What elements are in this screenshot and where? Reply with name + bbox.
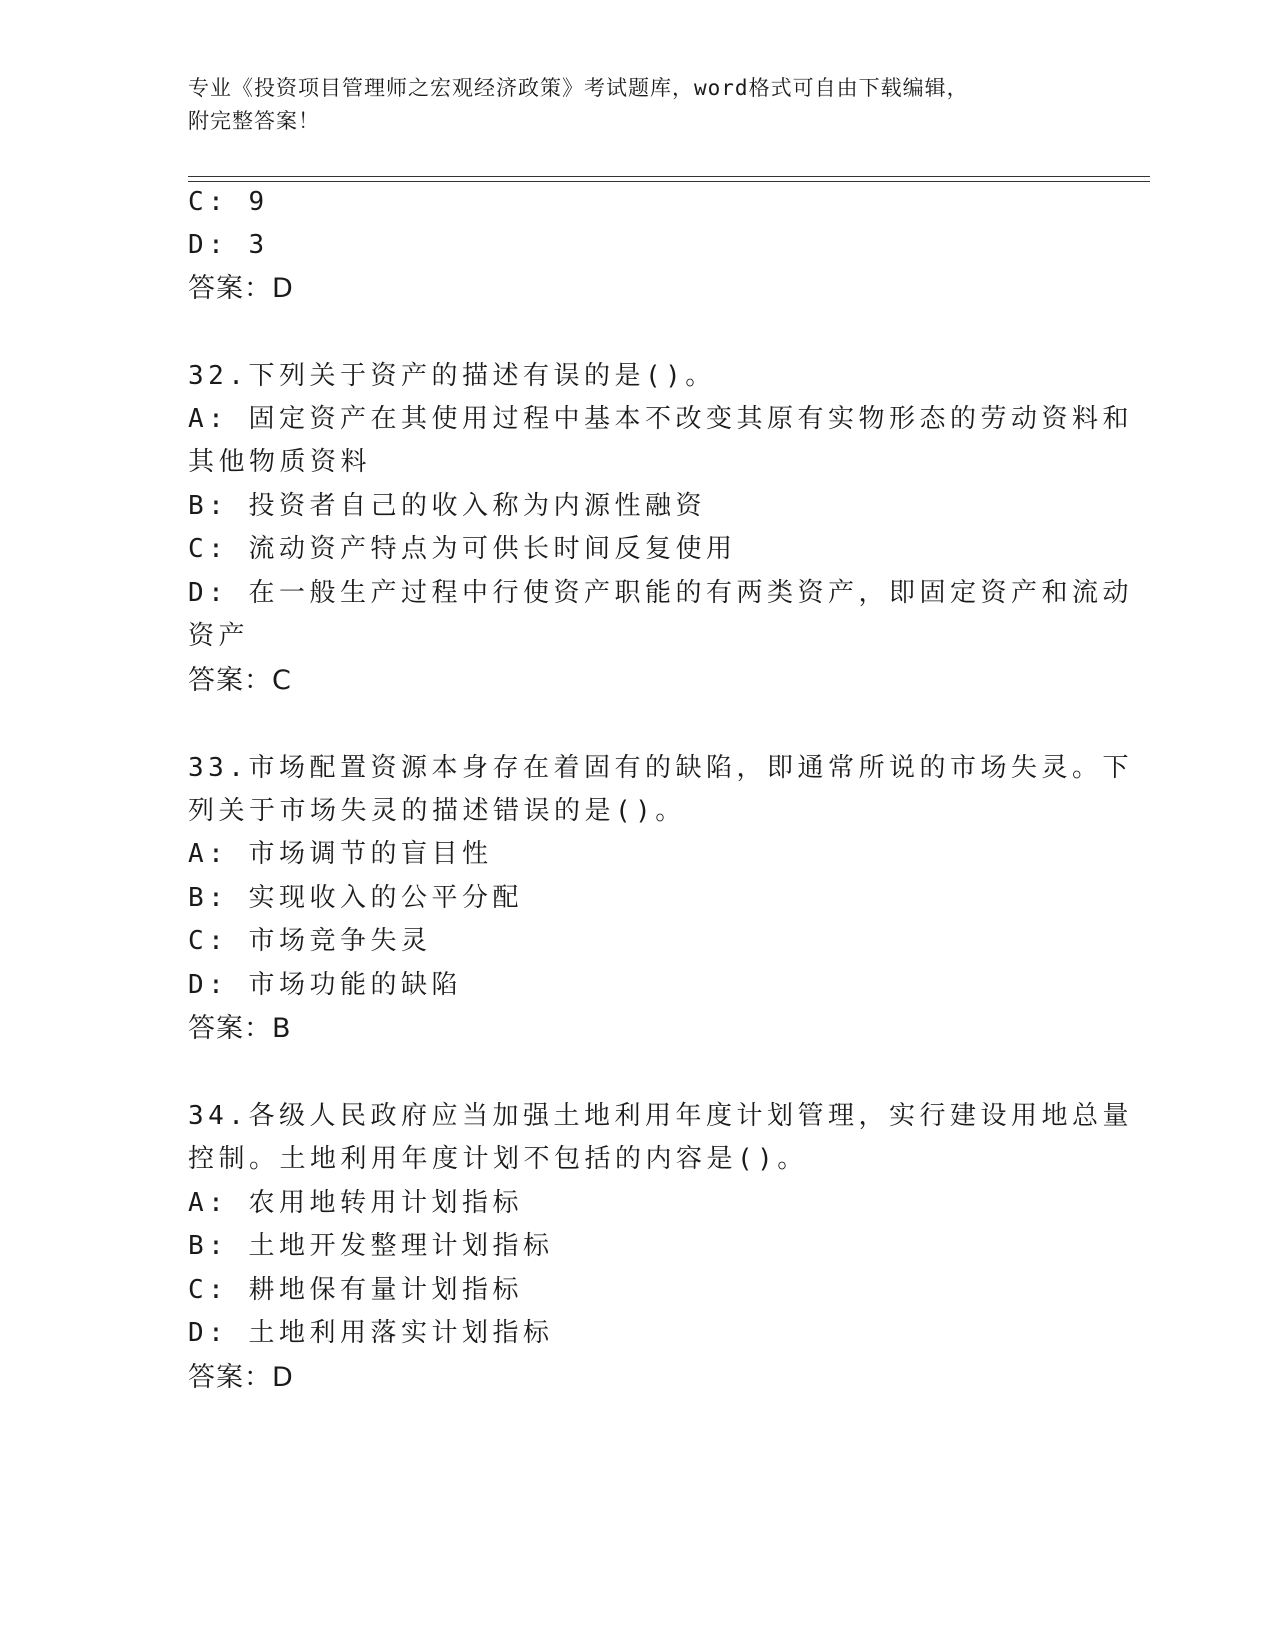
answer: 答案：D bbox=[188, 1362, 294, 1393]
question-stem: 32.下列关于资产的描述有误的是()。 bbox=[188, 361, 716, 391]
option-a: A: 市场调节的盲目性 bbox=[188, 839, 493, 869]
question-stem-continued: 列关于市场失灵的描述错误的是()。 bbox=[188, 796, 686, 826]
option-c: C: 耕地保有量计划指标 bbox=[188, 1275, 523, 1305]
header-divider-top bbox=[188, 176, 1150, 177]
header-line-1: 专业《投资项目管理师之宏观经济政策》考试题库，word格式可自由下载编辑， bbox=[188, 76, 969, 100]
option-c: C: 市场竞争失灵 bbox=[188, 926, 432, 956]
question-stem: 34.各级人民政府应当加强土地利用年度计划管理，实行建设用地总量 bbox=[188, 1101, 1133, 1131]
answer: 答案：D bbox=[188, 273, 294, 304]
option-b: B: 土地开发整理计划指标 bbox=[188, 1231, 554, 1261]
answer: 答案：B bbox=[188, 1013, 292, 1044]
option-d: D: 在一般生产过程中行使资产职能的有两类资产，即固定资产和流动 bbox=[188, 578, 1133, 608]
header-line-2: 附完整答案！ bbox=[188, 109, 320, 133]
option-a-continued: 其他物质资料 bbox=[188, 447, 372, 477]
option-d: D: 市场功能的缺陷 bbox=[188, 970, 462, 1000]
option-b: B: 实现收入的公平分配 bbox=[188, 883, 523, 913]
answer: 答案：C bbox=[188, 665, 292, 696]
question-stem-continued: 控制。土地利用年度计划不包括的内容是()。 bbox=[188, 1144, 808, 1174]
option-d: D: 土地利用落实计划指标 bbox=[188, 1318, 554, 1348]
option-d-continued: 资产 bbox=[188, 621, 250, 651]
question-stem: 33.市场配置资源本身存在着固有的缺陷，即通常所说的市场失灵。下 bbox=[188, 753, 1133, 783]
option-a: A: 固定资产在其使用过程中基本不改变其原有实物形态的劳动资料和 bbox=[188, 404, 1133, 434]
option-c: C: 9 bbox=[188, 187, 269, 217]
option-c: C: 流动资产特点为可供长时间反复使用 bbox=[188, 534, 737, 564]
option-a: A: 农用地转用计划指标 bbox=[188, 1188, 523, 1218]
document-header bbox=[188, 72, 1068, 138]
option-b: B: 投资者自己的收入称为内源性融资 bbox=[188, 491, 706, 521]
header-divider-bottom bbox=[188, 181, 1150, 182]
option-d: D: 3 bbox=[188, 230, 269, 260]
